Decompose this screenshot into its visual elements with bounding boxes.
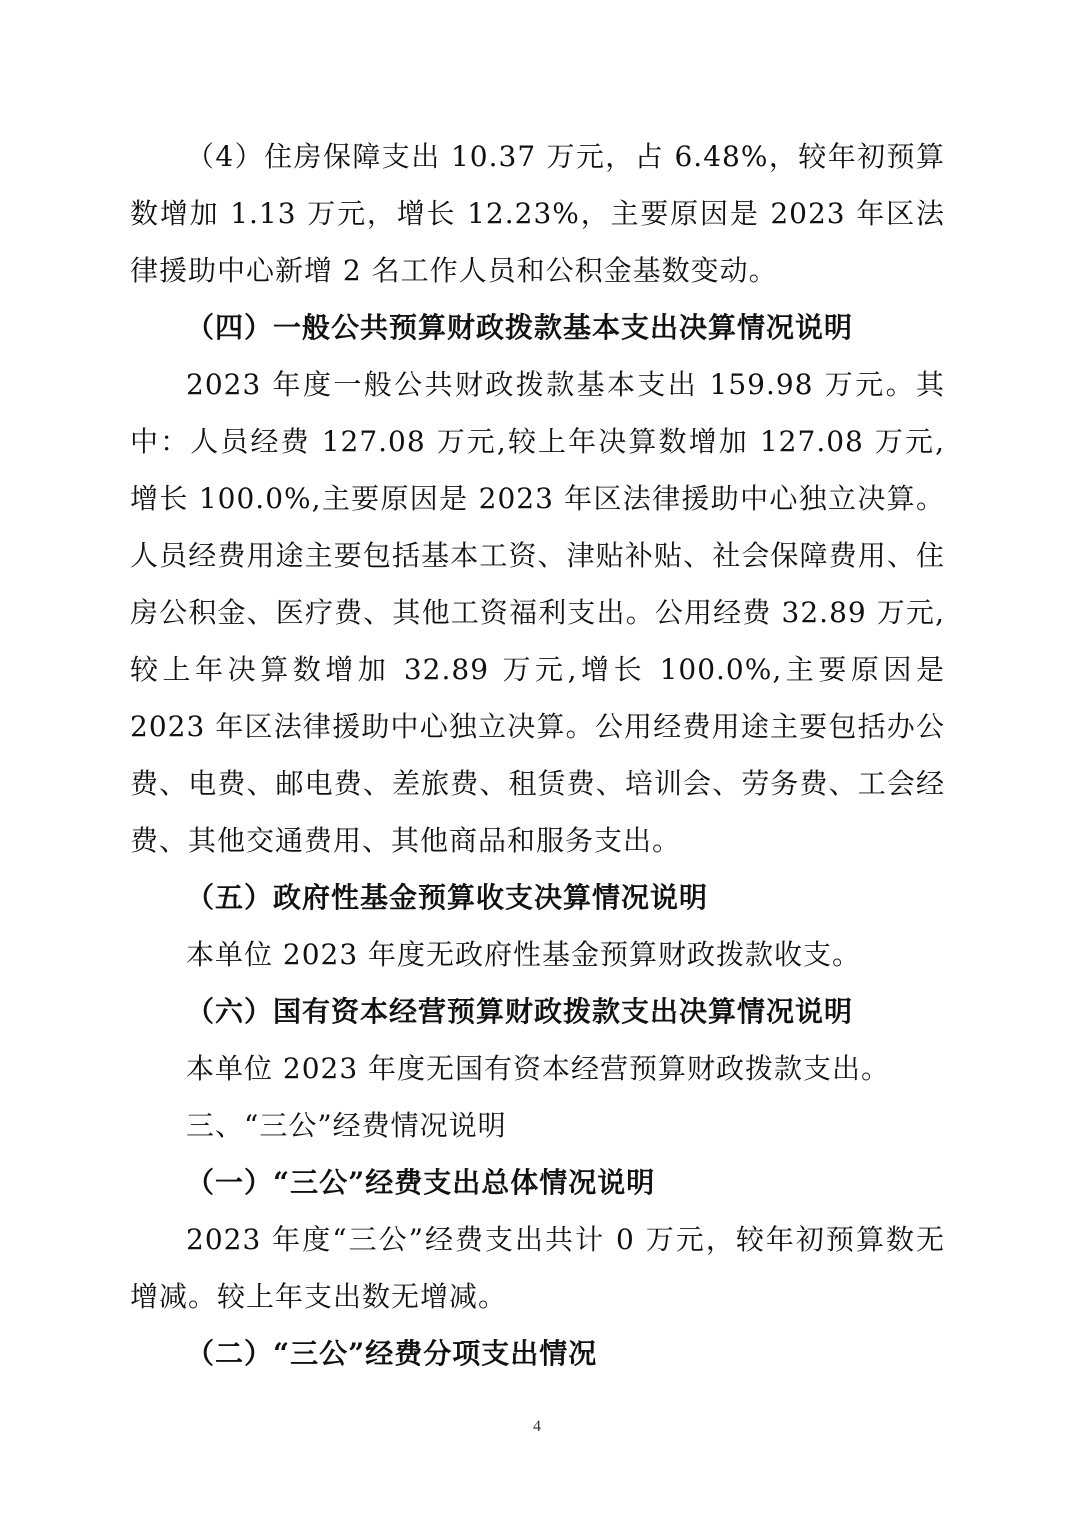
state-capital-paragraph: 本单位 2023 年度无国有资本经营预算财政拨款支出。 [186,1052,891,1085]
basic-expenditure-paragraph: 2023 年度一般公共财政拨款基本支出 159.98 万元。其中：人员经费 127.08 万元,较上年决算数增加 127.08 万元,增长 100.0%,主要原因是 2023 年区法律援助中心独立决算。人员经费用途主要包括基本工资、津贴补贴、社会保障费用、住房公积金、医疗费、其他工资福利支出。公用经费 32.89 万元,较上年决算数增加 32.89 万元,增长 100.0%,主要原因是 2023 年区法律援助中心独立决算。公用经费用途主要包括办公费、电费、邮电费、差旅费、租赁费、培训会、劳务费、工会经费、其他交通费用、其他商品和服务支出。 [130,368,945,857]
subsection-two-heading: （二）“三公”经费分项支出情况 [186,1337,598,1370]
housing-expenditure-paragraph: （4）住房保障支出 10.37 万元，占 6.48%，较年初预算数增加 1.13 万元，增长 12.23%，主要原因是 2023 年区法律援助中心新增 2 名工作人员和公积金基数变动。 [130,140,945,287]
section-six-heading: （六）国有资本经营预算财政拨款支出决算情况说明 [186,995,854,1028]
subsection-one-heading: （一）“三公”经费支出总体情况说明 [186,1166,656,1199]
section-five-heading: （五）政府性基金预算收支决算情况说明 [186,881,709,914]
government-fund-paragraph: 本单位 2023 年度无政府性基金预算财政拨款收支。 [186,938,862,971]
three-public-section-heading: 三、“三公”经费情况说明 [186,1109,507,1142]
three-public-total-paragraph: 2023 年度“三公”经费支出共计 0 万元，较年初预算数无增减。较上年支出数无增减。 [130,1223,945,1313]
page-number: 4 [533,1418,541,1435]
page-content [130,128,945,1382]
section-four-heading: （四）一般公共预算财政拨款基本支出决算情况说明 [186,311,854,344]
